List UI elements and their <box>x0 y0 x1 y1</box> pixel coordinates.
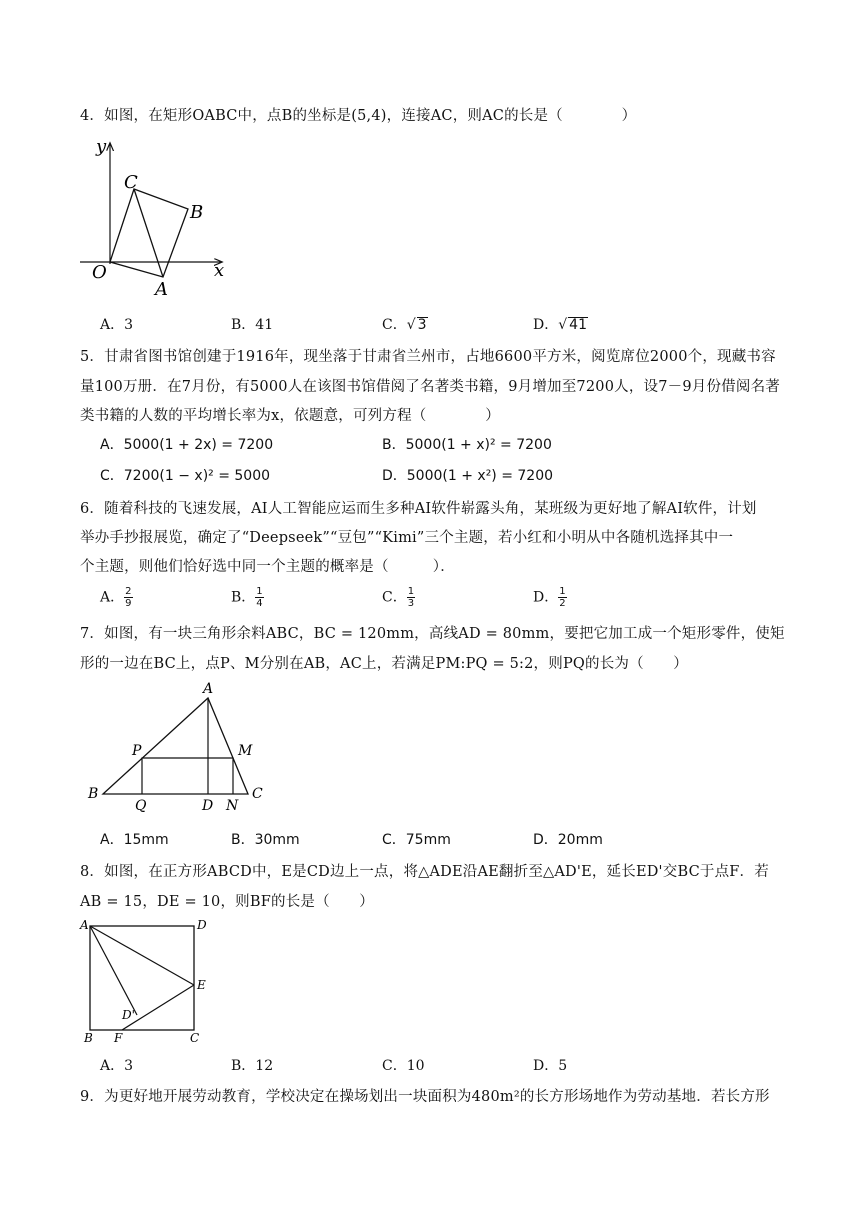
q6-stem-line1: 6．随着科技的飞速发展，AI人工智能应运而生多种AI软件崭露头角，某班级为更好地了解AI软件，计划 <box>80 501 757 517</box>
q8-option-c[interactable]: C．10 <box>382 1058 425 1074</box>
q7-figure <box>84 680 274 815</box>
q7-stem-line2: 形的一边在BC上，点P、M分别在AB，AC上，若满足PM:PQ = 5:2，则PQ的长为（ ） <box>80 656 688 672</box>
q7-label-n: N <box>226 798 239 814</box>
q6-option-c[interactable]: C． $\frac{1}{3}$ <box>382 586 415 609</box>
q7-stem-line1: 7．如图，有一块三角形余料ABC，BC = 120mm，高线AD = 80mm，要把它加工成一个矩形零件，使矩 <box>80 626 785 642</box>
q8-label-a: A <box>80 918 89 932</box>
q4-label-o: O <box>92 262 107 283</box>
q6-option-b[interactable]: B． $\frac{1}{4}$ <box>231 586 263 609</box>
q8-figure <box>78 916 210 1048</box>
q7-label-p: P <box>132 743 142 759</box>
q4-label-c: C <box>124 172 138 193</box>
q7-label-m: M <box>238 743 253 759</box>
q5-option-d[interactable]: D．5000(1 + x²) = 7200 <box>382 468 554 484</box>
q8-label-d-prime: D' <box>122 1008 135 1022</box>
q8-square <box>90 926 194 1030</box>
q6-option-a[interactable]: A． $\frac{2}{9}$ <box>100 586 132 609</box>
q4-diagonal-ac <box>134 189 163 277</box>
q4-stem: 4．如图，在矩形OABC中，点B的坐标是(5,4)，连接AC，则AC的长是（ ） <box>80 108 637 124</box>
q8-label-b: B <box>84 1031 93 1045</box>
q4-label-b: B <box>190 202 204 223</box>
q7-label-a: A <box>203 681 214 697</box>
q4-label-y: y <box>96 136 107 157</box>
q8-label-e: E <box>197 978 206 992</box>
q4-figure <box>76 136 236 301</box>
q4-label-a: A <box>155 279 168 300</box>
q5-stem-line1: 5．甘肃省图书馆创建于1916年，现坐落于甘肃省兰州市，占地6600平方米，阅览席位2000个，现藏书容 <box>80 349 776 365</box>
q5-option-b[interactable]: B．5000(1 + x)² = 7200 <box>382 437 552 453</box>
q5-option-a[interactable]: A．5000(1 + 2x) = 7200 <box>100 437 274 453</box>
q7-label-b: B <box>88 786 99 802</box>
q7-option-a[interactable]: A．15mm <box>100 832 169 848</box>
q7-triangle <box>103 698 248 794</box>
q7-option-d[interactable]: D．20mm <box>533 832 603 848</box>
q9-stem-line1: 9．为更好地开展劳动教育，学校决定在操场划出一块面积为480m²的长方形场地作为劳动基地．若长方形 <box>80 1089 770 1105</box>
q8-stem-line2: AB = 15，DE = 10，则BF的长是（ ） <box>80 894 374 910</box>
q6-option-d[interactable]: D． $\frac{1}{2}$ <box>533 586 566 609</box>
q8-option-d[interactable]: D．5 <box>533 1058 568 1074</box>
q8-label-f: F <box>114 1031 123 1045</box>
q8-stem-line1: 8．如图，在正方形ABCD中，E是CD边上一点，将△ADE沿AE翻折至△AD'E，延长ED'交BC于点F．若 <box>80 864 769 880</box>
q4-option-d[interactable]: D．√ 41 <box>533 317 587 333</box>
q7-label-d: D <box>202 798 214 814</box>
q8-option-a[interactable]: A．3 <box>100 1058 134 1074</box>
q4-option-a[interactable]: A．3 <box>100 317 134 333</box>
q6-stem-line3: 个主题，则他们恰好选中同一个主题的概率是（ ）． <box>80 559 455 575</box>
q7-option-b[interactable]: B．30mm <box>231 832 300 848</box>
q8-label-d: D <box>197 918 207 932</box>
q6-stem-line2: 举办手抄报展览，确定了“Deepseek”“豆包”“Kimi”三个主题，若小红和小明从中各随机选择其中一 <box>80 530 734 546</box>
q5-stem-line2: 量100万册．在7月份，有5000人在该图书馆借阅了名著类书籍，9月增加至7200人，设7－9月份借阅名著 <box>80 379 780 395</box>
q4-label-x: x <box>214 260 225 281</box>
q8-option-b[interactable]: B．12 <box>231 1058 274 1074</box>
q7-label-q: Q <box>135 798 147 814</box>
q7-label-c: C <box>252 786 263 802</box>
q8-label-c: C <box>190 1031 200 1045</box>
q7-option-c[interactable]: C．75mm <box>382 832 451 848</box>
q4-option-b[interactable]: B．41 <box>231 317 274 333</box>
q5-option-c[interactable]: C．7200(1 − x)² = 5000 <box>100 468 271 484</box>
q7-rectangle <box>142 758 233 794</box>
q4-option-c[interactable]: C．√ 3 <box>382 317 427 333</box>
q5-stem-line3: 类书籍的人数的平均增长率为x，依题意，可列方程（ ） <box>80 408 500 424</box>
